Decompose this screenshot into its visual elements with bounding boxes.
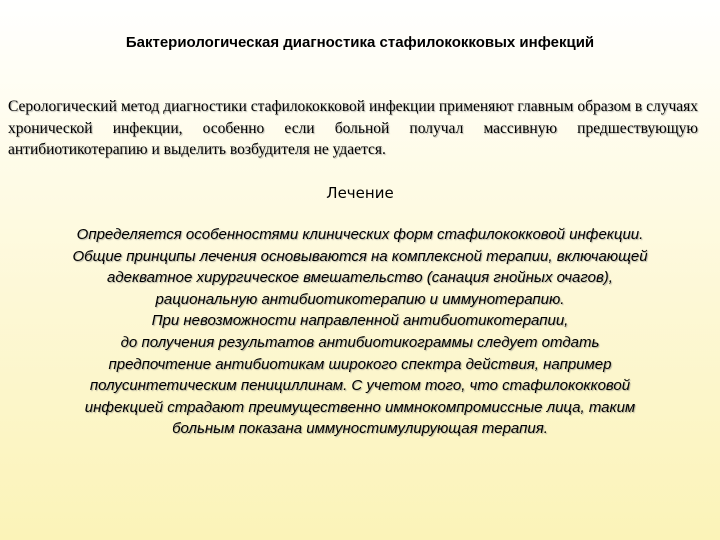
slide-title: Бактериологическая диагностика стафилококковых инфекций (125, 34, 595, 51)
treatment-paragraph (20, 224, 700, 440)
treatment-line: больным показана иммуностимулирующая терапия. (172, 420, 548, 438)
section-heading: Лечение (326, 184, 394, 202)
treatment-line: При невозможности направленной антибиотикотерапии, (151, 312, 569, 330)
treatment-line: полусинтетическим пенициллинам. С учетом того, что стафилококковой (89, 377, 631, 395)
treatment-line: до получения результатов антибиотикограммы следует отдать (120, 333, 600, 351)
treatment-line: инфекцией страдают преимущественно иммнокомпромиссные лица, таким (84, 398, 636, 416)
intro-paragraph: Серологический метод диагностики стафилококковой инфекции применяют главным образом в случаях хронической инфекции, особенно если больной получал массивную предшествующую антибиотикотерапию и выделить возбудителя не удается. (8, 98, 698, 158)
treatment-line: предпочтение антибиотикам широкого спектра действия, например (108, 355, 612, 373)
treatment-line: Общие принципы лечения основываются на комплексной терапии, включающей (72, 247, 648, 265)
treatment-line: Определяется особенностями клинических форм стафилококковой инфекции. (76, 226, 644, 243)
treatment-line: рациональную антибиотикотерапию и иммунотерапию. (155, 290, 565, 308)
treatment-line: адекватное хирургическое вмешательство (санация гнойных очагов), (107, 269, 613, 287)
